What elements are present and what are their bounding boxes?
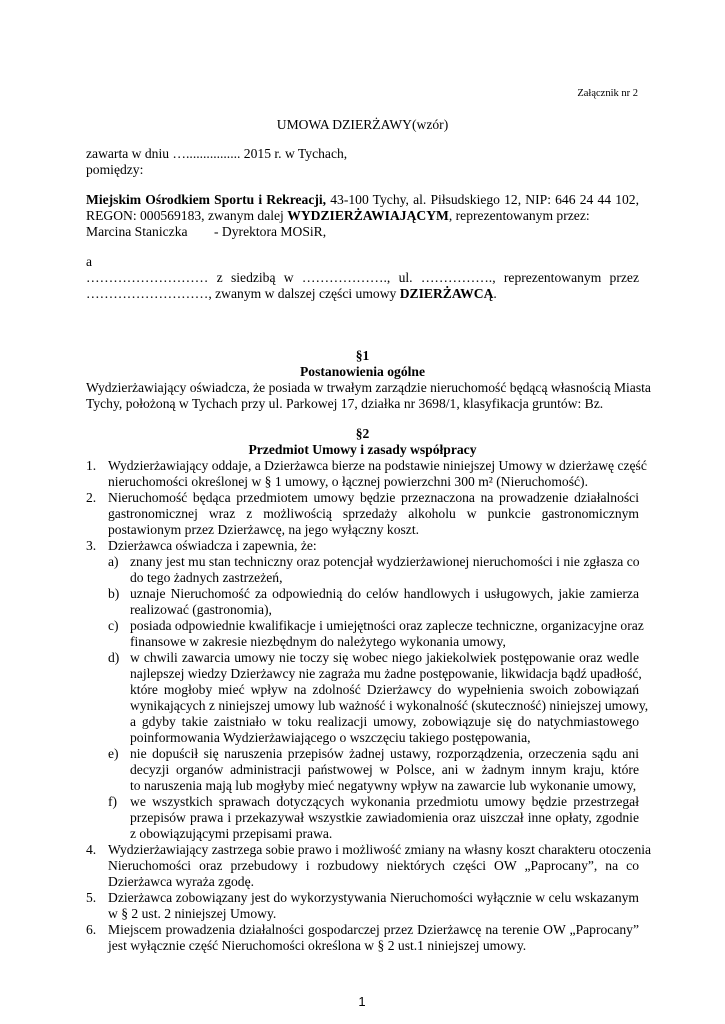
list-item-line: najlepszej wiedzy Dzierżawcy nie zagraża mu żadne postępowanie, likwidacja bądź upadłość, <box>130 666 642 681</box>
list-item-line: decyzji organów administracji państwowej w Polsce, ani w żadnym innym kraju, które <box>130 762 639 777</box>
party1-address: 43-100 Tychy, al. Piłsudskiego 12, NIP: 646 24 44 102, <box>326 192 639 207</box>
list-item-line: do tego żadnych zastrzeżeń, <box>130 570 283 585</box>
list-item-number: e) <box>108 746 119 761</box>
list-item-line: nie dopuścił się naruszenia przepisów żadnej ustawy, rozporządzenia, orzeczenia sądu ani <box>130 746 639 761</box>
list-item-number: c) <box>108 618 119 633</box>
section2-heading: Przedmiot Umowy i zasady współpracy <box>248 442 477 457</box>
list-item-line: jest wyłącznie część Nieruchomości określona w § 2 ust.1 niniejszej umowy. <box>108 938 527 953</box>
list-item-line: Dzierżawca zobowiązany jest do wykorzystywania Nieruchomości wyłącznie w celu wskazanym <box>108 890 639 905</box>
page-number: 1 <box>358 994 366 1009</box>
list-item-number: 2. <box>86 490 97 505</box>
list-item-line: znany jest mu stan techniczny oraz potencjał wydzierżawionej nieruchomości i nie zgłasza co <box>130 554 640 569</box>
section1-line2: Tychy, położoną w Tychach przy ul. Parkowej 17, działka nr 3698/1, klasyfikacja gruntów: Bz. <box>86 396 604 411</box>
list-item-line: poinformowania Wydzierżawiającego o wszczęciu takiego postępowania, <box>130 730 531 745</box>
list-item-line: gastronomicznej wraz z możliwością sprzedaży alkoholu w punkcie gastronomicznym <box>108 506 639 521</box>
between-line: pomiędzy: <box>86 162 144 177</box>
section1-line1: Wydzierżawiający oświadcza, że posiada w trwałym zarządzie nieruchomość będącą własnością Miasta <box>86 380 651 395</box>
list-item-line: wynikających z niniejszej umowy lub ważność i wykonalność (skuteczność) niniejszej umowy, <box>130 698 649 713</box>
list-item-number: a) <box>108 554 119 569</box>
list-item-number: f) <box>108 794 118 809</box>
attachment-label: Załącznik nr 2 <box>577 88 638 99</box>
party1-name: Miejskim Ośrodkiem Sportu i Rekreacji, <box>86 192 327 207</box>
list-item-line: Wydzierżawiający oddaje, a Dzierżawca bierze na podstawie niniejszej Umowy w dzierżawę część <box>108 458 647 473</box>
list-item-line: Nieruchomość będąca przedmiotem umowy będzie przeznaczona na prowadzenie działalności <box>108 490 639 505</box>
list-item-line: posiada odpowiednie kwalifikacje i umiejętności oraz zaplecze techniczne, organizacyjne oraz <box>130 618 644 633</box>
list-item-line: realizować (gastronomia), <box>130 602 272 617</box>
party2-period: . <box>493 286 497 301</box>
list-item-number: b) <box>108 586 120 601</box>
list-item-number: 3. <box>86 538 97 553</box>
document-title: UMOWA DZIERŻAWY(wzór) <box>276 117 449 132</box>
list-item-line: w chwili zawarcia umowy nie toczy się wobec niego jakiekolwiek postępowanie oraz wedle <box>130 650 639 665</box>
list-item-line: Dzierżawca wyraża zgodę. <box>108 874 255 889</box>
list-item-line: Wydzierżawiający zastrzega sobie prawo i możliwość zmiany na własny koszt charakteru otoczenia <box>108 842 652 857</box>
party2-line1: ……………………… z siedzibą w ………………., ul. ……………., reprezentowanym przez <box>86 270 639 285</box>
party1-rep-title: - Dyrektora MOSiR, <box>214 224 327 239</box>
list-item-number: d) <box>108 650 120 665</box>
conjunction: a <box>86 254 93 269</box>
list-item-line: we wszystkich sprawach dotyczących wykonania przedmiotu umowy będzie przestrzegał <box>130 794 639 809</box>
list-item-line: uznaje Nieruchomość za odpowiednią do celów handlowych i usługowych, jakie zamierza <box>130 586 639 601</box>
party1-rep-name: Marcina Staniczka <box>86 224 188 239</box>
party1-represented: , reprezentowanym przez: <box>448 208 590 223</box>
list-item-line: z obowiązującymi przepisami prawa. <box>130 826 333 841</box>
list-item-line: Nieruchomości oraz przebudowy i rozbudowy niektórych części OW „Paprocany”, na co <box>108 858 639 873</box>
list-item-line: Miejscem prowadzenia działalności gospodarczej przez Dzierżawcę na terenie OW „Paprocany” <box>108 922 639 937</box>
section1-number: §1 <box>355 348 370 363</box>
list-item-number: 4. <box>86 842 97 857</box>
list-item-line: postawionym przez Dzierżawcę, na jego wyłączny koszt. <box>108 522 420 537</box>
party2-line2 <box>86 286 497 302</box>
party1-regon: REGON: 000569183, zwanym dalej <box>86 208 288 223</box>
list-item-line: które mogłoby mieć wpływ na zdolność Dzierżawcy do wypełnienia swoich zobowiązań <box>130 682 639 697</box>
list-item-line: przepisów prawa i przekazywał wszystkie zawiadomienia oraz uiszczał inne opłaty, zgodnie <box>130 810 639 825</box>
concluded-line: zawarta w dniu …................ 2015 r. w Tychach, <box>86 146 348 161</box>
list-item-line: a gdyby takie zaistniało w toku realizacji umowy, zobowiązuje się do natychmiastowego <box>130 714 639 729</box>
list-item-number: 5. <box>86 890 97 905</box>
section2-number: §2 <box>355 426 370 441</box>
list-item-line: to naruszenia mają lub mogłyby mieć negatywny wpływ na zawarcie lub wykonanie umowy, <box>130 778 637 793</box>
list-item-line: nieruchomości określonej w § 1 umowy, o łącznej powierzchni 300 m² (Nieruchomość). <box>108 474 588 489</box>
list-item-line: w § 2 ust. 2 niniejszej Umowy. <box>108 906 277 921</box>
section1-heading: Postanowienia ogólne <box>300 364 425 379</box>
list-item-line: finansowe w zakresie niezbędnym do należytego wykonania umowy, <box>130 634 506 649</box>
list-item-line: Dzierżawca oświadcza i zapewnia, że: <box>108 538 317 553</box>
list-item-number: 1. <box>86 458 97 473</box>
party2-named: ………………………, zwanym w dalszej części umowy <box>86 286 400 301</box>
party1-line1 <box>86 192 639 208</box>
party1-line2 <box>86 208 590 224</box>
party2-role: DZIERŻAWCĄ <box>399 286 494 301</box>
list-item-number: 6. <box>86 922 97 937</box>
party1-role: WYDZIERŻAWIAJĄCYM <box>287 208 449 223</box>
